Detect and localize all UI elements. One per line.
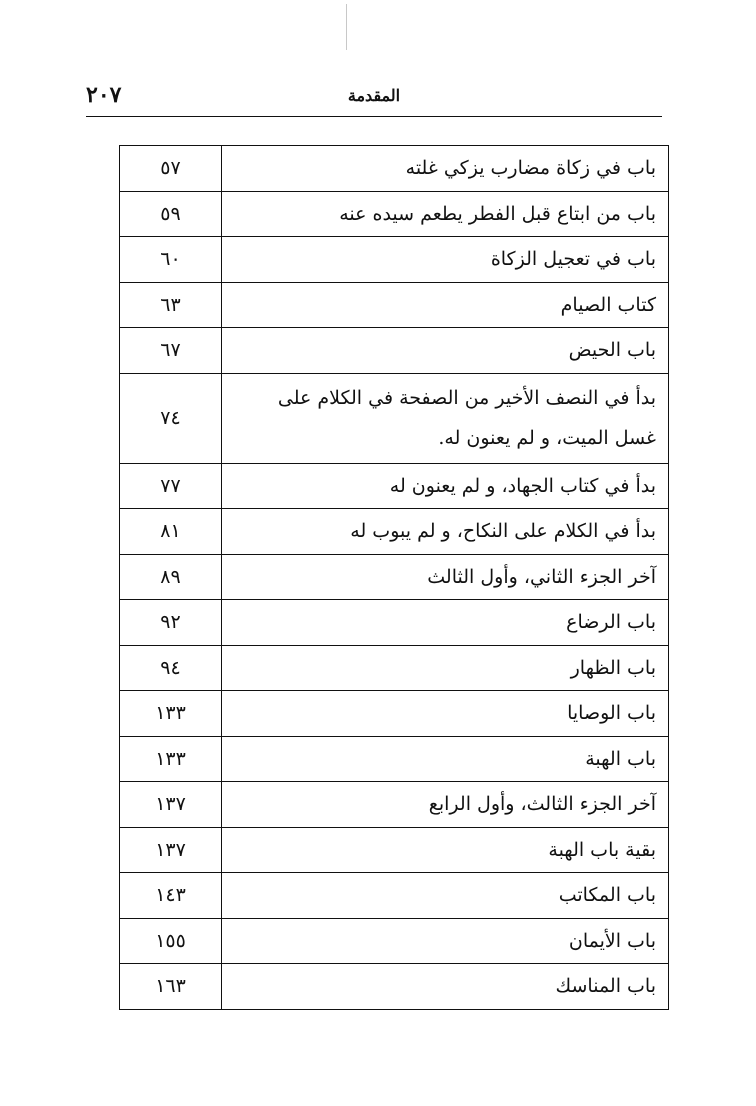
- entry-title: باب المكاتب: [222, 873, 669, 919]
- entry-title: باب في زكاة مضارب يزكي غلته: [222, 146, 669, 192]
- table-row: [120, 146, 669, 192]
- table-row: [120, 237, 669, 283]
- table-row: [120, 782, 669, 828]
- entry-page: ٨١: [120, 509, 222, 555]
- entry-title: باب الرضاع: [222, 600, 669, 646]
- entry-title: باب الظهار: [222, 645, 669, 691]
- entry-title: باب الهبة: [222, 736, 669, 782]
- entry-page: ٧٧: [120, 463, 222, 509]
- entry-page: ٩٢: [120, 600, 222, 646]
- entry-title: باب المناسك: [222, 964, 669, 1010]
- entry-page: ١٦٣: [120, 964, 222, 1010]
- table-row: [120, 328, 669, 374]
- entry-title: بدأ في النصف الأخير من الصفحة في الكلام على غسل الميت، و لم يعنون له.: [222, 373, 669, 463]
- contents-table: [119, 145, 669, 1010]
- entry-page: ٧٤: [120, 373, 222, 463]
- entry-title: باب الأيمان: [222, 918, 669, 964]
- table-row: [120, 736, 669, 782]
- entry-title: باب من ابتاع قبل الفطر يطعم سيده عنه: [222, 191, 669, 237]
- running-title: المقدمة: [347, 86, 401, 105]
- entry-page: ٥٧: [120, 146, 222, 192]
- entry-title: آخر الجزء الثالث، وأول الرابع: [222, 782, 669, 828]
- entry-title: باب الحيض: [222, 328, 669, 374]
- entry-page: ٦٣: [120, 282, 222, 328]
- entry-title: باب الوصايا: [222, 691, 669, 737]
- table-row: [120, 827, 669, 873]
- table-row: [120, 463, 669, 509]
- entry-title: باب في تعجيل الزكاة: [222, 237, 669, 283]
- table-row: [120, 645, 669, 691]
- table-row: [120, 191, 669, 237]
- entry-page: ٥٩: [120, 191, 222, 237]
- page-number: ٢٠٧: [86, 82, 122, 108]
- entry-page: ١٣٣: [120, 736, 222, 782]
- entry-page: ٩٤: [120, 645, 222, 691]
- table-row: [120, 873, 669, 919]
- entry-page: ١٣٧: [120, 827, 222, 873]
- entry-title: بدأ في الكلام على النكاح، و لم يبوب له: [222, 509, 669, 555]
- entry-title: آخر الجزء الثاني، وأول الثالث: [222, 554, 669, 600]
- table-row: [120, 964, 669, 1010]
- entry-page: ٨٩: [120, 554, 222, 600]
- table-row: [120, 918, 669, 964]
- entry-page: ١٥٥: [120, 918, 222, 964]
- entry-page: ١٤٣: [120, 873, 222, 919]
- entry-page: ١٣٧: [120, 782, 222, 828]
- table-row: [120, 373, 669, 463]
- entry-page: ٦٠: [120, 237, 222, 283]
- entry-title: بقية باب الهبة: [222, 827, 669, 873]
- table-row: [120, 691, 669, 737]
- table-row: [120, 600, 669, 646]
- table-row: [120, 509, 669, 555]
- entry-page: ١٣٣: [120, 691, 222, 737]
- page-header: [86, 78, 662, 117]
- table-row: [120, 282, 669, 328]
- entry-title: كتاب الصيام: [222, 282, 669, 328]
- scan-artifact-line: [346, 4, 347, 50]
- table-row: [120, 554, 669, 600]
- entry-page: ٦٧: [120, 328, 222, 374]
- entry-title: بدأ في كتاب الجهاد، و لم يعنون له: [222, 463, 669, 509]
